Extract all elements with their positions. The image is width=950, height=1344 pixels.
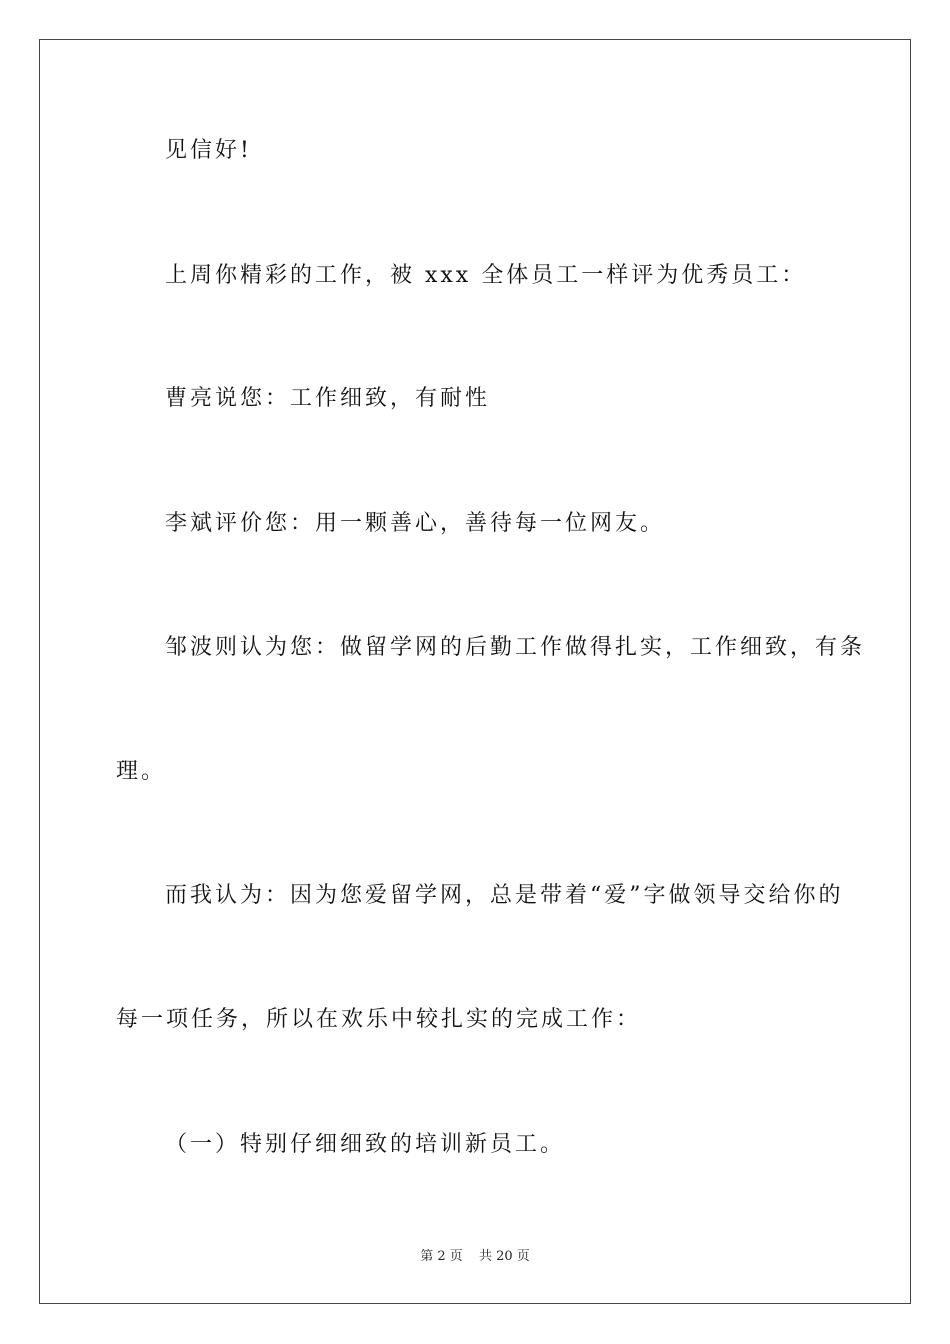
page-number: 第 2 页 — [420, 1249, 463, 1264]
paragraph-zou-bo-continued: 理。 — [116, 759, 167, 784]
paragraph-intro: 上周你精彩的工作，被 xxx 全体员工一样评为优秀员工： — [165, 263, 807, 288]
list-item-training: （一）特别仔细细致的培训新员工。 — [165, 1132, 566, 1157]
paragraph-li-bin: 李斌评价您：用一颗善心，善待每一位网友。 — [165, 511, 666, 536]
paragraph-greeting: 见信好! — [165, 138, 252, 163]
paragraph-zou-bo: 邹波则认为您：做留学网的后勤工作做得扎实，工作细致，有条 — [165, 635, 866, 660]
page-footer — [0, 1248, 950, 1266]
paragraph-my-view: 而我认为：因为您爱留学网，总是带着“爱”字做领导交给你的 — [165, 883, 844, 908]
page-border — [39, 39, 911, 1304]
paragraph-cao-liang: 曹亮说您：工作细致，有耐性 — [165, 386, 491, 411]
page-total: 共 20 页 — [478, 1249, 530, 1264]
paragraph-my-view-continued: 每一项任务，所以在欢乐中较扎实的完成工作： — [116, 1007, 642, 1032]
